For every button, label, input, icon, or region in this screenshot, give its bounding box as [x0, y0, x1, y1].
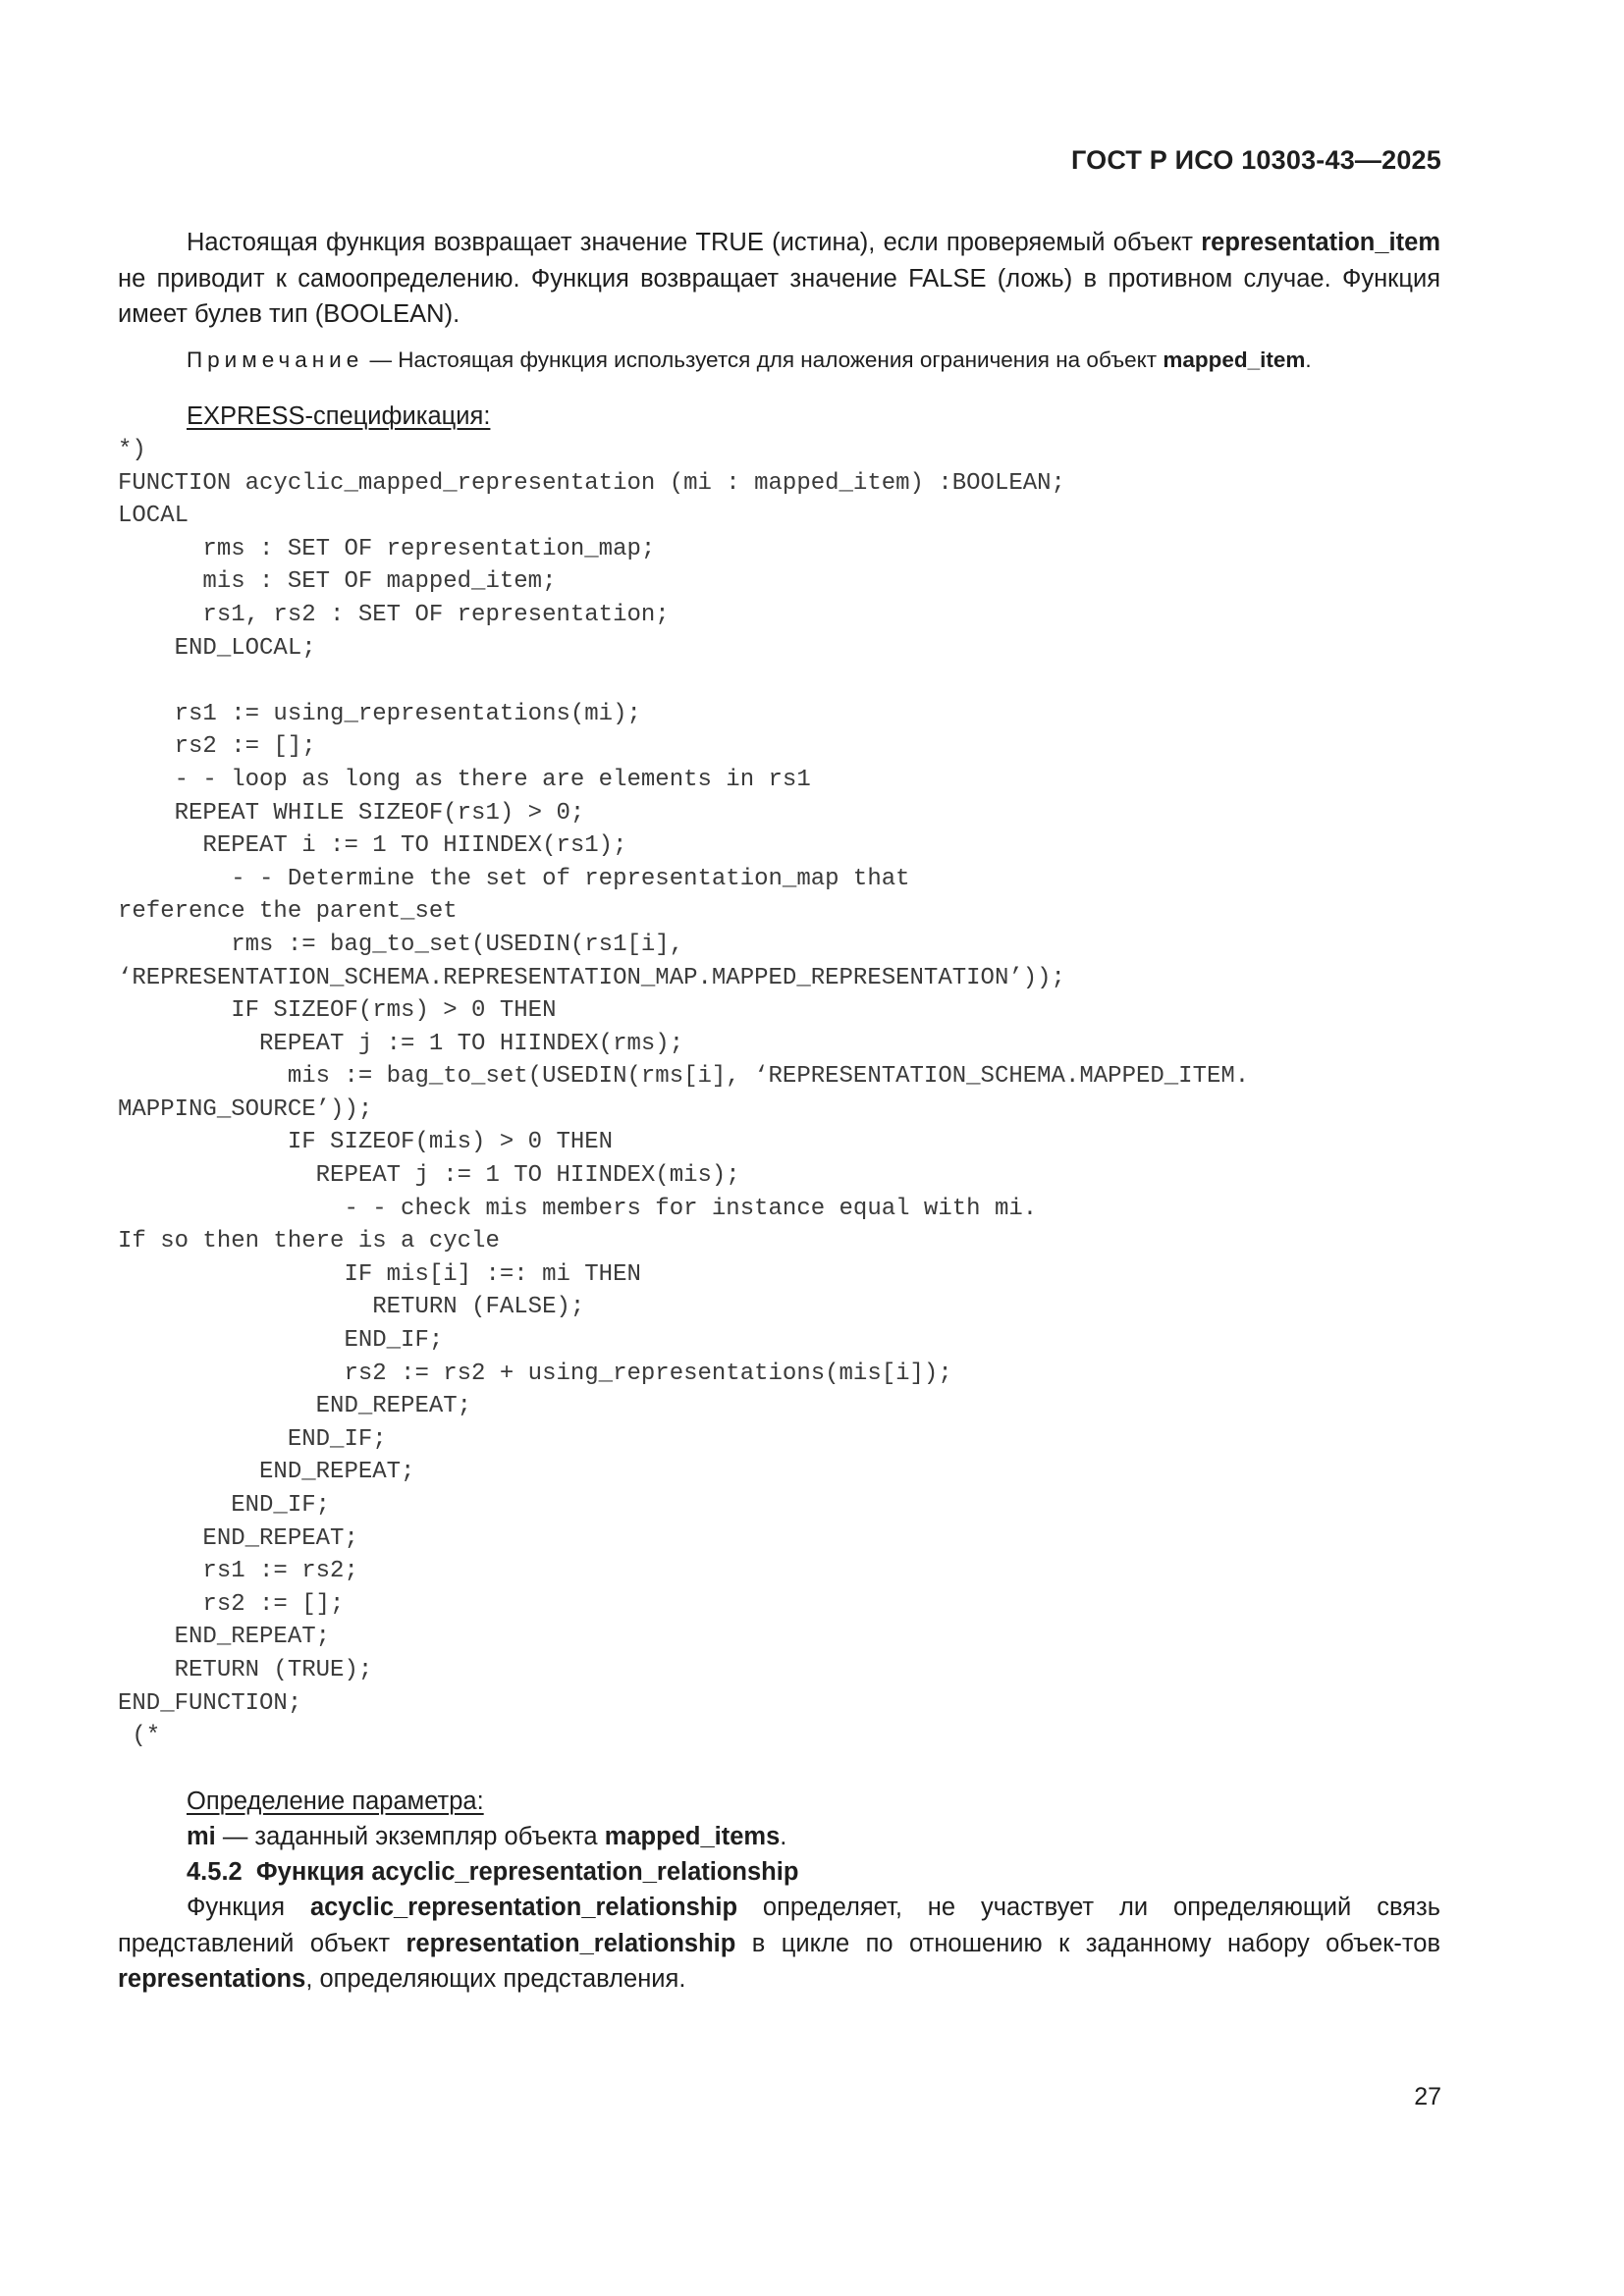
note-label: Примечание: [187, 347, 364, 372]
parameter-end: .: [780, 1823, 787, 1850]
code-line: rms := bag_to_set(USEDIN(rs1[i],: [118, 931, 684, 958]
code-line: END_REPEAT;: [118, 1459, 415, 1486]
intro-text-1: Настоящая функция возвращает значение TRUE (истина), если проверяемый объект: [187, 229, 1202, 256]
code-line: rs1 := rs2;: [118, 1558, 358, 1585]
code-line: IF SIZEOF(rms) > 0 THEN: [118, 997, 557, 1025]
code-line: END_IF;: [118, 1492, 331, 1519]
intro-paragraph: [118, 225, 1440, 333]
code-line: END_REPEAT;: [118, 1624, 331, 1651]
code-line: END_REPEAT;: [118, 1524, 358, 1552]
code-line: MAPPING_SOURCE’));: [118, 1095, 373, 1123]
code-line: mis := bag_to_set(USEDIN(rms[i], ‘REPRESENTATION_SCHEMA.MAPPED_ITEM.: [118, 1063, 1250, 1091]
note-paragraph: [187, 346, 1440, 375]
code-line: RETURN (FALSE);: [118, 1294, 585, 1321]
section-text-3: в цикле по отношению к заданному набору объек-тов: [735, 1929, 1440, 1957]
section-heading: [187, 1854, 1509, 1891]
code-line: rs1, rs2 : SET OF representation;: [118, 601, 670, 628]
code-line: - - check mis members for instance equal with mi.: [118, 1195, 1038, 1222]
code-line: rs2 := [];: [118, 733, 316, 761]
parameter-definition-label: Определение параметра:: [187, 1788, 484, 1815]
code-line: END_IF;: [118, 1327, 444, 1355]
express-spec-label: EXPRESS-спецификация:: [187, 402, 491, 430]
code-line: - - loop as long as there are elements in rs1: [118, 766, 811, 793]
code-line: FUNCTION acyclic_mapped_representation (mi : mapped_item) :BOOLEAN;: [118, 469, 1065, 497]
code-line: - - Determine the set of representation_map that: [118, 865, 910, 892]
section-bold-1: acyclic_representation_relationship: [309, 1894, 738, 1921]
code-line: (*: [118, 1723, 161, 1750]
code-line: IF mis[i] :=: mi THEN: [118, 1260, 641, 1288]
code-line: LOCAL: [118, 503, 189, 530]
note-text: — Настоящая функция используется для наложения ограничения на объект: [363, 347, 1164, 372]
section-bold-2: representation_relationship: [406, 1929, 736, 1957]
intro-text-2: не приводит к самоопределению. Функция возвращает значение FALSE (ложь) в противном случае. Функция имеет булев тип (BOOLEAN).: [118, 264, 1440, 328]
section-paragraph: [118, 1890, 1440, 1998]
code-line: *): [118, 437, 146, 463]
note-bold-term: mapped_item: [1163, 347, 1306, 372]
code-line: END_LOCAL;: [118, 634, 316, 662]
code-line: IF SIZEOF(mis) > 0 THEN: [118, 1129, 614, 1156]
section-text-1: Функция: [187, 1894, 310, 1921]
code-line: ‘REPRESENTATION_SCHEMA.REPRESENTATION_MAP.MAPPED_REPRESENTATION’));: [118, 964, 1065, 991]
parameter-definition: [187, 1819, 1509, 1855]
code-line: REPEAT j := 1 TO HIINDEX(rms);: [118, 1030, 684, 1057]
code-line: reference the parent_set: [118, 898, 458, 926]
code-line: REPEAT i := 1 TO HIINDEX(rs1);: [118, 832, 627, 860]
code-line: REPEAT WHILE SIZEOF(rs1) > 0;: [118, 799, 585, 827]
code-line: rs2 := [];: [118, 1590, 345, 1618]
code-line: END_IF;: [118, 1425, 387, 1453]
code-line: mis : SET OF mapped_item;: [118, 568, 557, 596]
parameter-name: mi: [187, 1823, 216, 1850]
code-line: RETURN (TRUE);: [118, 1656, 373, 1683]
code-line: rs1 := using_representations(mi);: [118, 700, 641, 727]
express-code-block: [118, 434, 1249, 1753]
code-line: If so then there is a cycle: [118, 1228, 500, 1255]
code-line: END_REPEAT;: [118, 1393, 472, 1420]
note-end: .: [1305, 347, 1312, 372]
section-title-text: Функция acyclic_representation_relationship: [255, 1858, 799, 1886]
code-line: rms : SET OF representation_map;: [118, 535, 656, 562]
parameter-bold-term: mapped_items: [604, 1823, 781, 1850]
section-bold-3: representations: [118, 1965, 306, 1993]
code-line: [118, 665, 1249, 698]
code-line: REPEAT j := 1 TO HIINDEX(mis);: [118, 1162, 740, 1190]
section-number: 4.5.2: [187, 1858, 243, 1886]
code-line: rs2 := rs2 + using_representations(mis[i]);: [118, 1360, 952, 1387]
page-number: 27: [1414, 2083, 1441, 2110]
code-line: END_FUNCTION;: [118, 1689, 302, 1717]
intro-bold-term: representation_item: [1201, 229, 1440, 256]
section-text-4: , определяющих представления.: [305, 1965, 686, 1993]
parameter-text: — заданный экземпляр объекта: [215, 1823, 605, 1850]
section-text-2: определяет, не участвует ли определяющий связь представлений объект: [118, 1894, 1440, 1957]
document-code-header: ГОСТ Р ИСО 10303-43—2025: [1071, 145, 1441, 175]
